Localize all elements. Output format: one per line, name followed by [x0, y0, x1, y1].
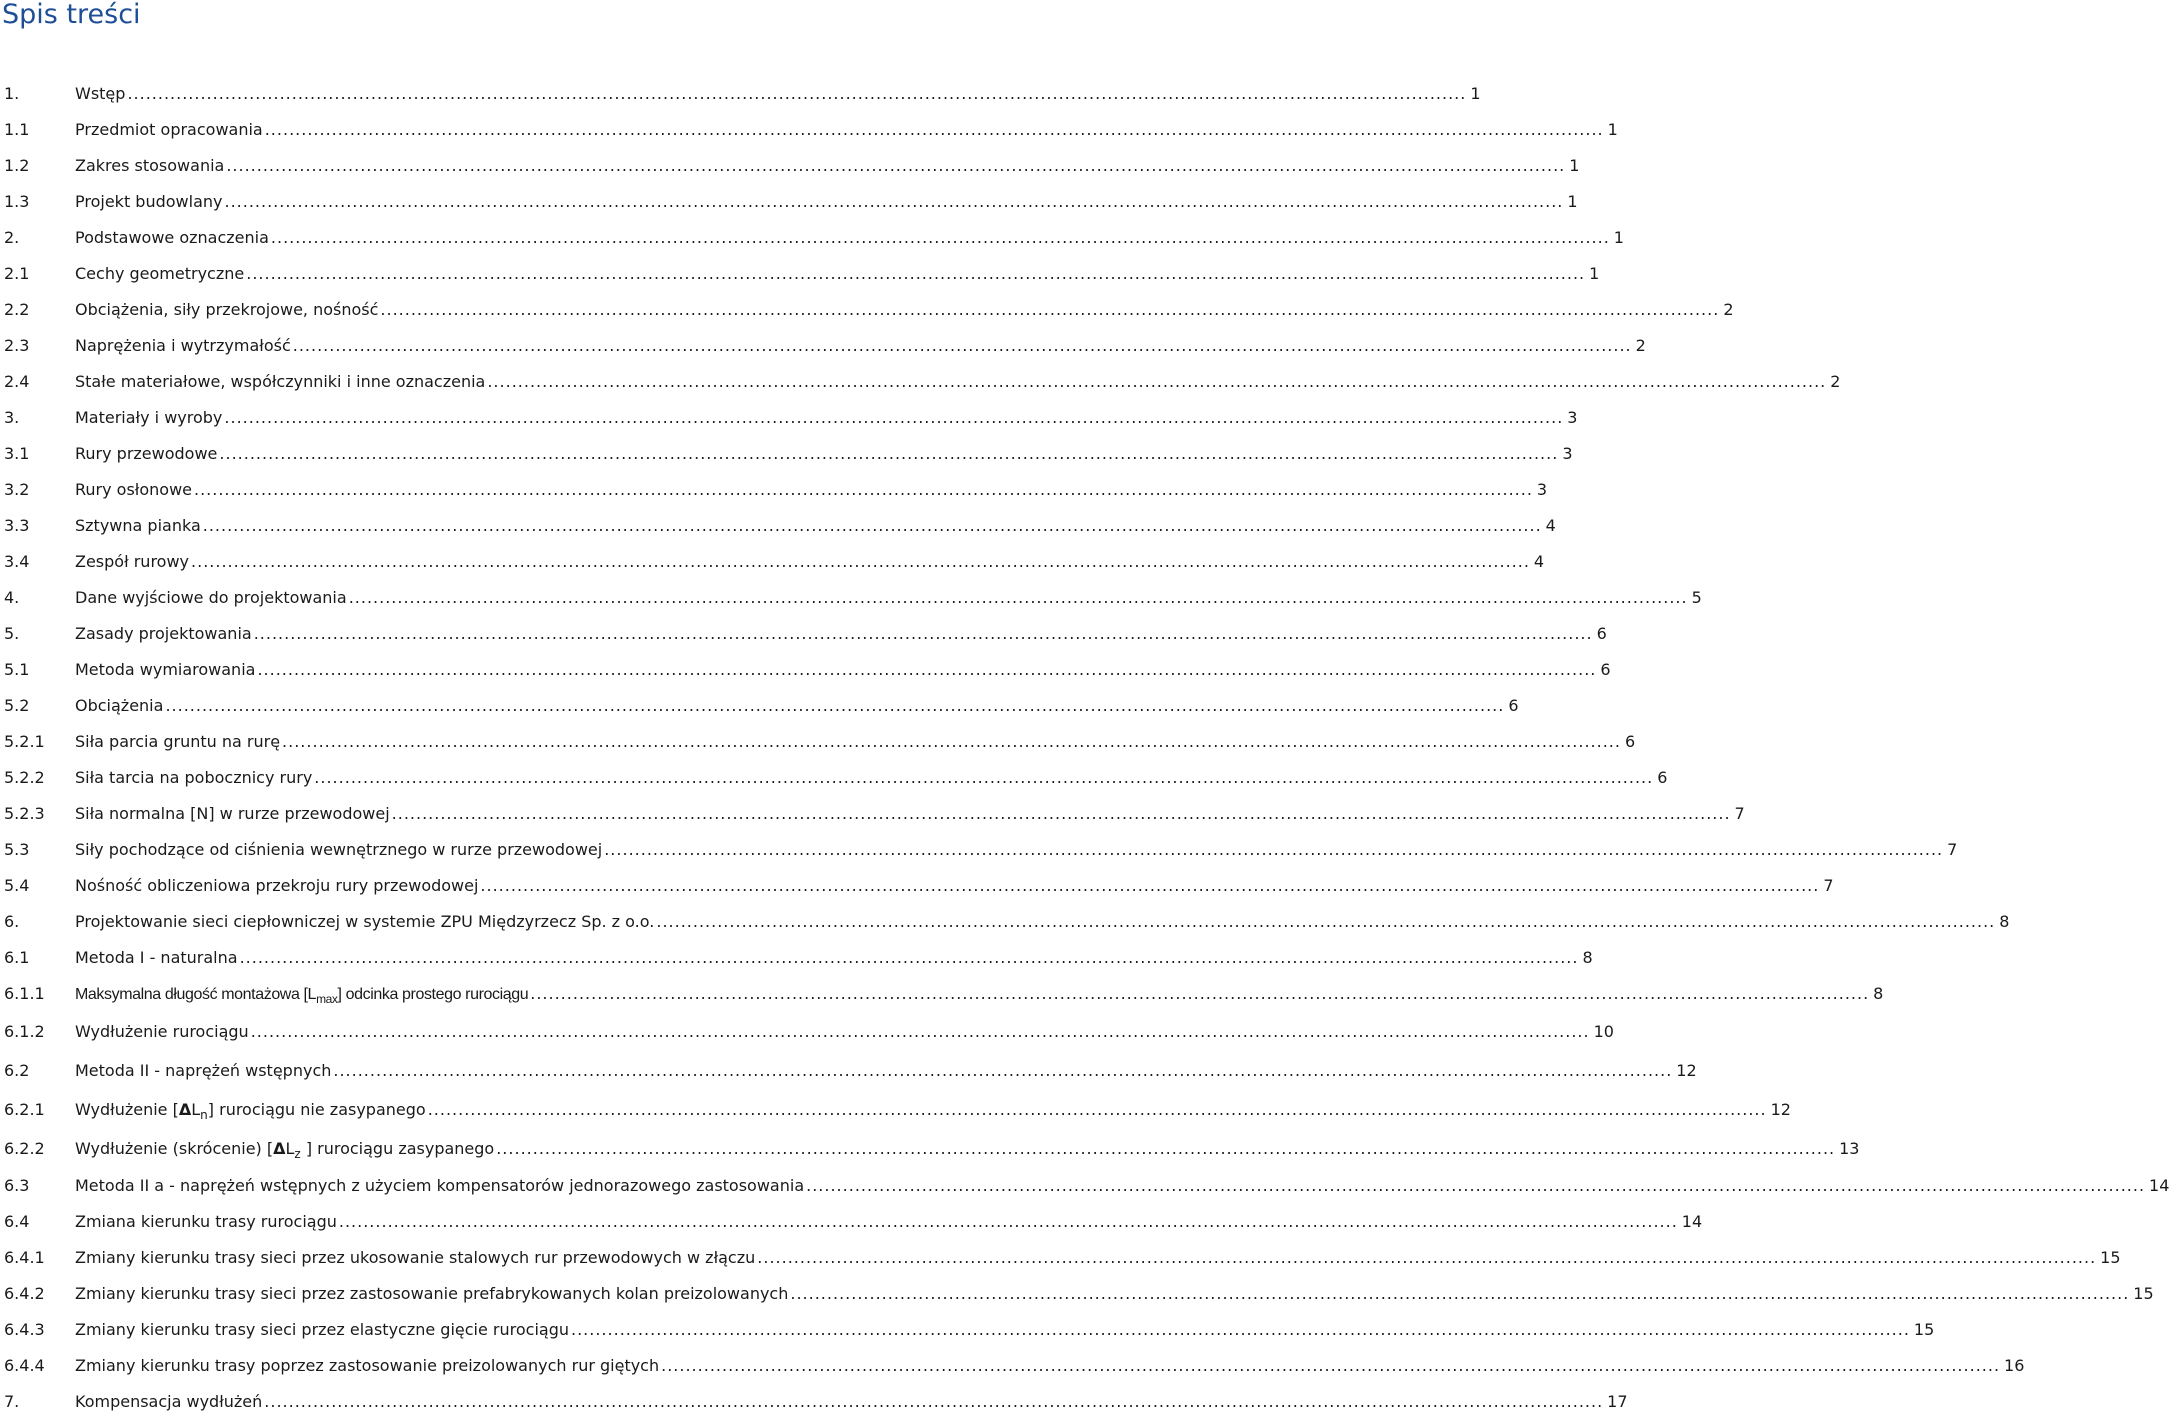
entry-title: Dane wyjściowe do projektowania — [75, 588, 347, 607]
entry-page-number: 1 — [1607, 120, 1618, 139]
entry-number: 6.4.2 — [4, 1284, 45, 1303]
dot-leader — [226, 148, 1565, 184]
entry-title: Stałe materiałowe, współczynniki i inne oznaczenia — [75, 372, 486, 391]
entry-number: 6.4.3 — [4, 1320, 45, 1339]
dot-leader — [240, 940, 1579, 976]
entry-title-text: L — [285, 1139, 295, 1158]
entry-title: Wydłużenie rurociągu — [75, 1022, 249, 1041]
toc-entry[interactable] — [0, 1129, 1860, 1168]
dot-leader — [251, 1012, 1590, 1051]
entry-number: 2. — [4, 228, 20, 247]
entry-number: 3.1 — [4, 444, 30, 463]
entry-title: Zasady projektowania — [75, 624, 252, 643]
dot-leader — [194, 472, 1533, 508]
dot-leader — [571, 1312, 1910, 1348]
entry-page-number: 4 — [1545, 516, 1556, 535]
dot-leader — [428, 1090, 1767, 1129]
entry-number: 2.2 — [4, 300, 30, 319]
entry-title: Obciążenia — [75, 696, 164, 715]
entry-page-number: 15 — [2100, 1248, 2121, 1267]
entry-page-number: 6 — [1596, 624, 1607, 643]
toc-entry[interactable] — [0, 400, 1578, 436]
entry-number: 6.4 — [4, 1212, 30, 1231]
entry-number: 5.2.3 — [4, 804, 45, 823]
entry-title: Rury osłonowe — [75, 480, 192, 499]
dot-leader — [293, 328, 1632, 364]
entry-number: 3.2 — [4, 480, 30, 499]
entry-title-text: L — [191, 1100, 201, 1119]
dot-leader — [806, 1168, 2145, 1204]
toc-entry[interactable] — [0, 652, 1611, 688]
entry-page-number: 2 — [1723, 300, 1734, 319]
dot-leader — [487, 364, 1826, 400]
entry-page-number: 1 — [1567, 192, 1578, 211]
entry-number: 1. — [4, 84, 20, 103]
dot-leader — [282, 724, 1621, 760]
toc-entry[interactable] — [0, 724, 1636, 760]
entry-page-number: 3 — [1567, 408, 1578, 427]
entry-number: 5.1 — [4, 660, 30, 679]
toc-entry[interactable] — [0, 220, 1624, 256]
entry-number: 6.2 — [4, 1061, 30, 1080]
dot-leader — [757, 1240, 2096, 1276]
toc-entry[interactable] — [0, 436, 1573, 472]
entry-page-number: 4 — [1533, 552, 1545, 571]
toc-entry[interactable] — [0, 1276, 2154, 1312]
entry-page-number: 2 — [1635, 336, 1646, 355]
entry-number: 3.4 — [4, 552, 30, 571]
dot-leader — [127, 76, 1466, 112]
entry-page-number: 6 — [1657, 768, 1668, 787]
dot-leader — [203, 508, 1542, 544]
toc-entry[interactable] — [0, 76, 1481, 112]
entry-page-number: 12 — [1770, 1100, 1791, 1119]
entry-number: 6.1.1 — [4, 984, 45, 1003]
entry-title: Siła normalna [N] w rurze przewodowej — [75, 804, 390, 823]
dot-leader — [271, 220, 1610, 256]
entry-page-number: 7 — [1734, 804, 1745, 823]
toc-entry[interactable] — [0, 1204, 1703, 1240]
entry-number: 6.2.2 — [4, 1139, 45, 1158]
entry-title: Przedmiot opracowania — [75, 120, 263, 139]
entry-page-number: 1 — [1589, 264, 1600, 283]
toc-entry[interactable] — [0, 796, 1745, 832]
entry-number: 5.2 — [4, 696, 30, 715]
toc-entry[interactable] — [0, 976, 1884, 1012]
toc-entry[interactable] — [0, 544, 1545, 580]
toc-entry[interactable] — [0, 940, 1593, 976]
entry-title: Podstawowe oznaczenia — [75, 228, 269, 247]
entry-title: Zmiana kierunku trasy rurociągu — [75, 1212, 337, 1231]
toc-entry[interactable] — [0, 1240, 2121, 1276]
entry-title-text: Wydłużenie [ — [75, 1100, 179, 1119]
entry-title: Siły pochodzące od ciśnienia wewnętrznego w rurze przewodowej — [75, 840, 603, 859]
entry-title: Cechy geometryczne — [75, 264, 245, 283]
toc-entry[interactable] — [0, 256, 1600, 292]
entry-title: Zmiany kierunku trasy sieci przez ukosowanie stalowych rur przewodowych w złączu — [75, 1248, 756, 1267]
toc-entry[interactable] — [0, 364, 1841, 400]
entry-number: 2.1 — [4, 264, 30, 283]
entry-page-number: 15 — [1913, 1320, 1935, 1339]
toc-entry[interactable] — [0, 1384, 1628, 1420]
entry-page-number: 8 — [1873, 984, 1884, 1003]
entry-page-number: 1 — [1613, 228, 1624, 247]
toc-entry[interactable] — [0, 616, 1607, 652]
entry-title: Naprężenia i wytrzymałość — [75, 336, 291, 355]
entry-number: 4. — [4, 588, 20, 607]
entry-title: Metoda II a - naprężeń wstępnych z użyciem kompensatorów jednorazowego zastosowania — [75, 1176, 805, 1195]
entry-number: 3. — [4, 408, 20, 427]
toc-entry[interactable] — [0, 580, 1702, 616]
entry-number: 5. — [4, 624, 20, 643]
entry-number: 6.3 — [4, 1176, 30, 1195]
entry-page-number: 1 — [1569, 156, 1580, 175]
entry-title: Metoda I - naturalna — [75, 948, 238, 967]
entry-title: Wstęp — [75, 84, 126, 103]
entry-title: Nośność obliczeniowa przekroju rury przewodowej — [75, 876, 479, 895]
entry-number: 1.3 — [4, 192, 30, 211]
entry-page-number: 2 — [1830, 372, 1841, 391]
toc-entry[interactable] — [0, 184, 1578, 220]
subscript-z: z — [294, 1147, 301, 1162]
delta-symbol: Δ — [273, 1139, 286, 1158]
dot-leader — [191, 544, 1530, 580]
dot-leader — [165, 688, 1504, 724]
entry-title: Siła parcia gruntu na rurę — [75, 732, 281, 751]
entry-number: 1.2 — [4, 156, 30, 175]
page-title: Spis treści — [2, 0, 141, 30]
entry-page-number: 6 — [1508, 696, 1519, 715]
entry-number: 2.4 — [4, 372, 30, 391]
delta-symbol: Δ — [178, 1100, 192, 1119]
entry-page-number: 14 — [1681, 1212, 1703, 1231]
entry-title-text: ] odcinka prostego rurociągu — [337, 986, 529, 1003]
entry-page-number: 7 — [1823, 876, 1834, 895]
entry-title-text: ] rurociągu zasypanego — [300, 1139, 495, 1158]
dot-leader — [264, 1384, 1603, 1420]
entry-title: Sztywna pianka — [75, 516, 201, 535]
dot-leader — [530, 976, 1869, 1012]
entry-page-number: 8 — [1999, 912, 2010, 931]
entry-title — [75, 1090, 426, 1129]
entry-number: 2.3 — [4, 336, 30, 355]
dot-leader — [790, 1276, 2129, 1312]
toc-entry[interactable] — [0, 1168, 2170, 1204]
toc-entry[interactable] — [0, 1012, 1614, 1051]
entry-number: 5.4 — [4, 876, 30, 895]
entry-title: Projekt budowlany — [75, 192, 223, 211]
entry-title: Zespół rurowy — [75, 552, 190, 571]
toc-entry[interactable] — [0, 328, 1646, 364]
toc-entry[interactable] — [0, 148, 1580, 184]
dot-leader — [265, 112, 1604, 148]
entry-title — [75, 1129, 494, 1168]
entry-page-number: 5 — [1691, 588, 1702, 607]
toc-entry[interactable] — [0, 1090, 1791, 1129]
dot-leader — [661, 1348, 2000, 1384]
entry-page-number: 12 — [1676, 1061, 1697, 1080]
toc-entry[interactable] — [0, 832, 1958, 868]
dot-leader — [349, 580, 1688, 616]
dot-leader — [496, 1129, 1835, 1168]
toc-entry[interactable] — [0, 472, 1548, 508]
entry-page-number: 6 — [1600, 660, 1611, 679]
dot-leader — [656, 904, 1995, 940]
entry-title: Kompensacja wydłużeń — [75, 1392, 263, 1411]
entry-page-number: 14 — [2149, 1176, 2170, 1195]
subscript-n: n — [200, 1108, 208, 1123]
toc-entry[interactable] — [0, 1051, 1697, 1090]
entry-title: Metoda wymiarowania — [75, 660, 256, 679]
entry-title-text: Wydłużenie (skrócenie) [ — [75, 1139, 274, 1158]
dot-leader — [257, 652, 1596, 688]
toc-entry[interactable] — [0, 904, 2010, 940]
entry-page-number: 3 — [1562, 444, 1573, 463]
entry-number: 5.3 — [4, 840, 30, 859]
entry-page-number: 15 — [2133, 1284, 2154, 1303]
entry-number: 6.2.1 — [4, 1100, 45, 1119]
entry-title: Zmiany kierunku trasy sieci przez zastosowanie prefabrykowanych kolan preizolowanych — [75, 1284, 789, 1303]
entry-page-number: 13 — [1839, 1139, 1860, 1158]
entry-number: 7. — [4, 1392, 20, 1411]
entry-number: 5.2.2 — [4, 768, 45, 787]
entry-page-number: 7 — [1947, 840, 1958, 859]
entry-page-number: 8 — [1582, 948, 1593, 967]
dot-leader — [604, 832, 1943, 868]
dot-leader — [224, 184, 1563, 220]
entry-number: 6.1.2 — [4, 1022, 45, 1041]
dot-leader — [219, 436, 1558, 472]
entry-title: Materiały i wyroby — [75, 408, 223, 427]
entry-title: Rury przewodowe — [75, 444, 218, 463]
entry-page-number: 6 — [1624, 732, 1636, 751]
dot-leader — [246, 256, 1585, 292]
dot-leader — [333, 1051, 1672, 1090]
entry-title-text: Maksymalna długość montażowa [L — [75, 986, 317, 1003]
toc-entry[interactable] — [0, 688, 1519, 724]
entry-number: 1.1 — [4, 120, 30, 139]
entry-number: 6.1 — [4, 948, 30, 967]
entry-number: 6. — [4, 912, 20, 931]
entry-page-number: 3 — [1536, 480, 1548, 499]
entry-page-number: 16 — [2004, 1356, 2025, 1375]
entry-number: 3.3 — [4, 516, 30, 535]
toc-entry[interactable] — [0, 1312, 1935, 1348]
toc-entry[interactable] — [0, 112, 1618, 148]
toc-entry[interactable] — [0, 760, 1668, 796]
entry-title-text: ] rurociągu nie zasypanego — [207, 1100, 426, 1119]
subscript-max: max — [316, 992, 338, 1007]
entry-number: 5.2.1 — [4, 732, 45, 751]
dot-leader — [380, 292, 1719, 328]
dot-leader — [480, 868, 1819, 904]
toc-entry[interactable] — [0, 1348, 2025, 1384]
entry-page-number: 1 — [1470, 84, 1481, 103]
entry-title — [75, 977, 528, 1013]
dot-leader — [254, 616, 1593, 652]
entry-number: 6.4.4 — [4, 1356, 45, 1375]
dot-leader — [339, 1204, 1678, 1240]
toc-entry[interactable] — [0, 508, 1556, 544]
entry-title: Siła tarcia na pobocznicy rury — [75, 768, 313, 787]
entry-title: Metoda II - naprężeń wstępnych — [75, 1061, 332, 1080]
entry-title: Obciążenia, siły przekrojowe, nośność — [75, 300, 379, 319]
entry-page-number: 17 — [1607, 1392, 1628, 1411]
toc-entry[interactable] — [0, 868, 1834, 904]
dot-leader — [224, 400, 1563, 436]
entry-title: Zakres stosowania — [75, 156, 225, 175]
entry-title: Zmiany kierunku trasy poprzez zastosowanie preizolowanych rur giętych — [75, 1356, 660, 1375]
entry-page-number: 10 — [1593, 1022, 1614, 1041]
entry-title: Zmiany kierunku trasy sieci przez elastyczne gięcie rurociągu — [75, 1320, 569, 1339]
toc-entry[interactable] — [0, 292, 1734, 328]
dot-leader — [392, 796, 1731, 832]
entry-title: Projektowanie sieci ciepłowniczej w systemie ZPU Międzyrzecz Sp. z o.o. — [75, 912, 655, 931]
entry-number: 6.4.1 — [4, 1248, 45, 1267]
table-of-contents — [0, 76, 2170, 1420]
dot-leader — [314, 760, 1653, 796]
